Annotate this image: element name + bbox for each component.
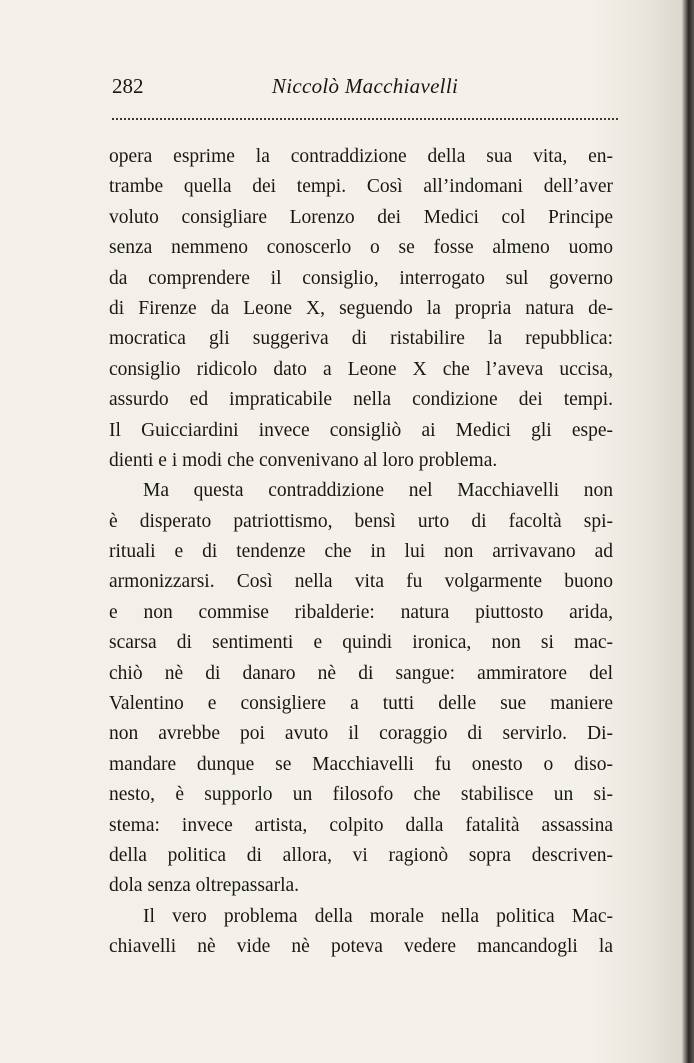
running-title: Niccolò Macchiavelli (271, 74, 459, 98)
text-line: mandare dunque se Macchiavelli fu onesto o diso- (109, 753, 613, 775)
text-line: da comprendere il consiglio, interrogato sul governo (109, 267, 613, 289)
body-text (109, 142, 613, 963)
text-line: nesto, è supporlo un filosofo che stabilisce un si- (109, 784, 613, 806)
text-line: Il Guicciardini invece consigliò ai Medici gli espe- (109, 419, 613, 441)
text-line: di Firenze da Leone X, seguendo la propria natura de- (109, 297, 613, 319)
text-line: dienti e i modi che convenivano al loro problema. (109, 449, 498, 471)
text-line: chiò nè di danaro nè di sangue: ammiratore del (109, 662, 613, 684)
text-line: stema: invece artista, colpito dalla fatalità assassina (109, 814, 613, 836)
text-line: Valentino e consigliere a tutti delle sue maniere (109, 693, 613, 715)
text-line: dola senza oltrepassarla. (109, 875, 300, 897)
text-line: è disperato patriottismo, bensì urto di facoltà spi- (109, 510, 613, 532)
text-line: rituali e di tendenze che in lui non arrivavano ad (109, 541, 613, 563)
page-number: 282 (112, 74, 144, 98)
text-line: chiavelli nè vide nè poteva vedere mancandogli la (109, 936, 613, 958)
text-line: della politica di allora, vi ragionò sopra descriven- (109, 844, 613, 866)
text-line: voluto consigliare Lorenzo dei Medici col Principe (109, 206, 613, 228)
text-line: trambe quella dei tempi. Così all’indomani dell’aver (109, 176, 613, 198)
text-line: armonizzarsi. Così nella vita fu volgarmente buono (109, 571, 613, 593)
text-line: e non commise ribalderie: natura piuttosto arida, (109, 601, 613, 623)
text-line: consiglio ridicolo dato a Leone X che l’aveva uccisa, (109, 358, 613, 380)
page-edge-shadow (682, 0, 694, 1063)
text-line: Il vero problema della morale nella politica Mac- (143, 905, 613, 927)
text-line: Ma questa contraddizione nel Macchiavelli non (143, 480, 613, 502)
header-dotted-rule (112, 118, 618, 120)
text-line: scarsa di sentimenti e quindi ironica, non si mac- (109, 632, 613, 654)
text-line: mocratica gli suggeriva di ristabilire la repubblica: (109, 328, 613, 350)
text-line: senza nemmeno conoscerlo o se fosse almeno uomo (109, 237, 613, 259)
text-line: assurdo ed impraticabile nella condizione dei tempi. (109, 389, 613, 411)
running-header (112, 70, 618, 106)
text-line: non avrebbe poi avuto il coraggio di servirlo. Di- (109, 723, 613, 745)
text-line: opera esprime la contraddizione della sua vita, en- (109, 146, 613, 167)
